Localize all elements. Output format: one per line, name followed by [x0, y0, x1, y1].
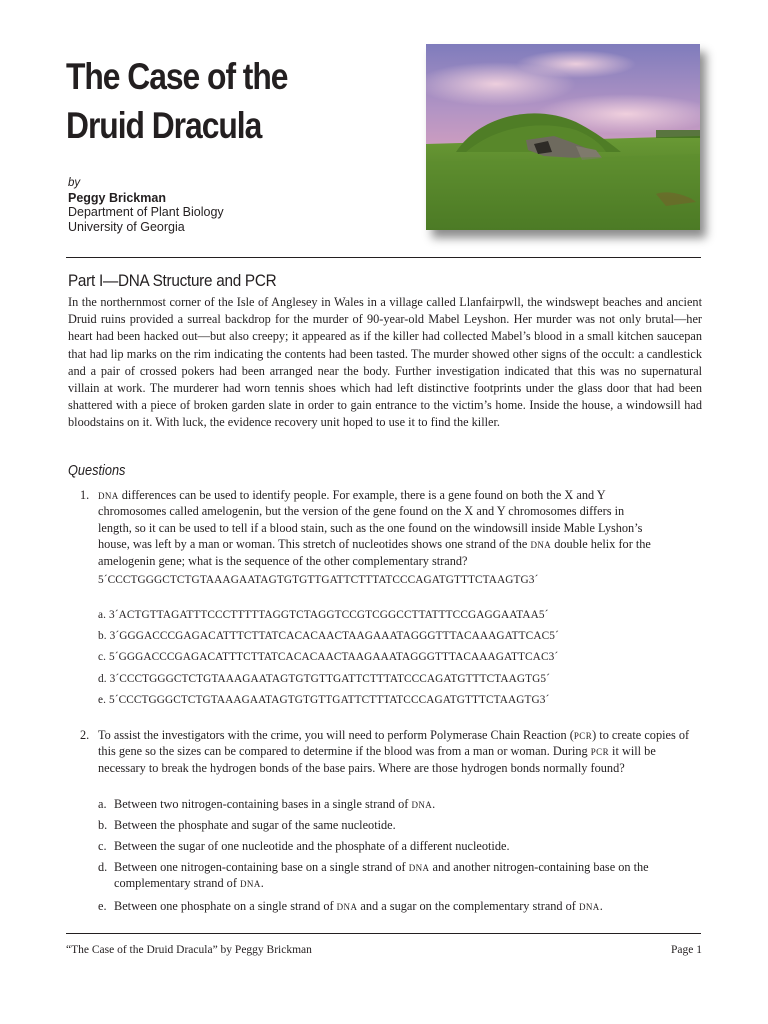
header-divider — [66, 257, 701, 258]
option-text — [98, 898, 702, 914]
option-text-part: Between one nitrogen-containing base on a single strand of — [114, 860, 409, 874]
question-2-mid: ) to create copies of this gene so the sizes can be compared to determine if the blood was from a man or woman. During — [98, 728, 690, 759]
question-1-option-c[interactable]: c. 5´GGGACCCGAGACATTTCTTATCACACAACTAAGAAATAGGGTTTACAAAGATTCAC3´ — [98, 651, 559, 663]
pcr-abbrev: pcr — [590, 744, 609, 759]
question-2-option-e[interactable] — [98, 898, 702, 914]
footer-citation: “The Case of the Druid Dracula” by Peggy Brickman — [66, 944, 312, 956]
question-2-option-c[interactable] — [98, 838, 702, 854]
footer-divider — [66, 933, 701, 934]
document-title — [66, 52, 350, 150]
question-2-option-d[interactable] — [98, 859, 702, 892]
option-text-part: and a sugar on the complementary strand of — [357, 899, 579, 913]
author-name: Peggy Brickman — [68, 190, 166, 205]
author-department: Department of Plant Biology — [68, 205, 224, 219]
question-1-number: 1. — [80, 488, 90, 502]
author-university: University of Georgia — [68, 219, 185, 234]
photo-landscape-burial-mound-icon — [426, 44, 700, 230]
option-text — [98, 859, 702, 892]
cover-photo — [426, 44, 700, 230]
option-text-part: and another nitrogen-containing base on the complementary strand of — [114, 860, 649, 891]
byline — [68, 176, 224, 234]
question-2-number: 2. — [80, 728, 90, 742]
question-2-text — [98, 727, 702, 776]
dna-strand-sequence: 5´CCCTGGGCTCTGTAAAGAATAGTGTGTTGATTCTTTATCCCAGATGTTTCTAAGTG3´ — [98, 574, 539, 586]
dna-abbrev: dna — [578, 899, 600, 913]
option-text-end: . — [599, 899, 603, 913]
dna-abbrev: dna — [98, 488, 119, 502]
option-letter: a. — [98, 797, 107, 811]
title-line-1: The Case of the — [66, 56, 288, 97]
question-1-option-d[interactable]: d. 3´CCCTGGGCTCTGTAAAGAATAGTGTGTTGATTCTTTATCCCAGATGTTTCTAAGTG5´ — [98, 673, 551, 685]
dna-abbrev: dna — [530, 537, 552, 552]
question-1-text — [98, 487, 658, 569]
dna-abbrev: dna — [408, 860, 430, 874]
option-text: Between the sugar of one nucleotide and the phosphate of a different nucleotide. — [114, 839, 510, 853]
question-2-option-b[interactable] — [98, 817, 702, 833]
pcr-abbrev: pcr — [573, 728, 593, 742]
dna-abbrev: dna — [240, 876, 261, 891]
page-number: Page 1 — [671, 944, 702, 956]
question-2-option-a[interactable] — [98, 796, 702, 812]
dna-abbrev: dna — [336, 899, 358, 913]
question-1-option-a[interactable]: a. 3´ACTGTTAGATTTCCCTTTTTAGGTCTAGGTCCGTCGGCCTTATTTCCGAGGAATAA5´ — [98, 609, 549, 621]
option-text-part: Between two nitrogen-containing bases in a single strand of — [114, 797, 412, 811]
option-text-end: . — [260, 876, 264, 891]
option-letter: e. — [98, 899, 107, 913]
byline-by: by — [68, 177, 81, 189]
dna-abbrev: dna — [411, 797, 433, 811]
question-1-body: differences can be used to identify people. For example, there is a gene found on both the X and Y chromosomes called amelogenin, but the version of the gene found on the X and Y chromosomes differs in length, so it can be used to tell if a blood stain, such as the one found on the windowsill inside Mable Lyshon’s house, was left by a man or woman. This stretch of nucleotides shows one strand of the — [98, 488, 643, 552]
part-heading: Part I—DNA Structure and PCR — [68, 271, 277, 290]
intro-paragraph: In the northernmost corner of the Isle of Anglesey in Wales in a village called Llanfairpwll, the windswept beaches and ancient Druid ruins provided a surreal backdrop for the murder of 90-year-old Mabel Leyshon. Her murder was not only brutal—her heart had been hacked out—but also creepy; it appeared as if the killer had collected Mabel’s blood in a small kitchen saucepan that had lip marks on the rim indicating the contents had been tasted. The murder showed other signs of the occult: a candlestick and a pair of crossed pokers had been arranged near the body. Further investigation indicated that this was no supernatural villain at work. The murderer had worn tennis shoes which had left distinctive footprints under the glass door that had been shattered with a piece of broken garden slate in order to gain entrance to the victim’s home. Inside the house, a windowsill had bloodstains on it. With luck, the evidence recovery unit hoped to use it to find the killer. — [68, 295, 702, 430]
option-letter: d. — [98, 860, 108, 874]
questions-heading: Questions — [68, 462, 126, 479]
option-letter: c. — [98, 839, 107, 853]
question-1-option-b[interactable]: b. 3´GGGACCCGAGACATTTCTTATCACACAACTAAGAAATAGGGTTTACAAAGATTCAC5´ — [98, 630, 559, 642]
option-letter: b. — [98, 818, 108, 832]
option-text — [98, 796, 702, 812]
question-1-end: double helix for the amelogenin gene; what is the sequence of the other complementary strand? — [98, 537, 651, 568]
option-text-end: . — [432, 797, 436, 811]
question-2-end: it will be necessary to break the hydrogen bonds of the base pairs. Where are those hydrogen bonds normally found? — [98, 744, 656, 775]
question-1-option-e[interactable]: e. 5´CCCTGGGCTCTGTAAAGAATAGTGTGTTGATTCTTTATCCCAGATGTTTCTAAGTG3´ — [98, 694, 550, 706]
option-text-part: Between one phosphate on a single strand of — [114, 899, 337, 913]
question-2-start: To assist the investigators with the crime, you will need to perform Polymerase Chain Reaction ( — [98, 728, 574, 742]
option-text: Between the phosphate and sugar of the same nucleotide. — [114, 818, 396, 832]
title-line-2: Druid Dracula — [66, 105, 262, 146]
